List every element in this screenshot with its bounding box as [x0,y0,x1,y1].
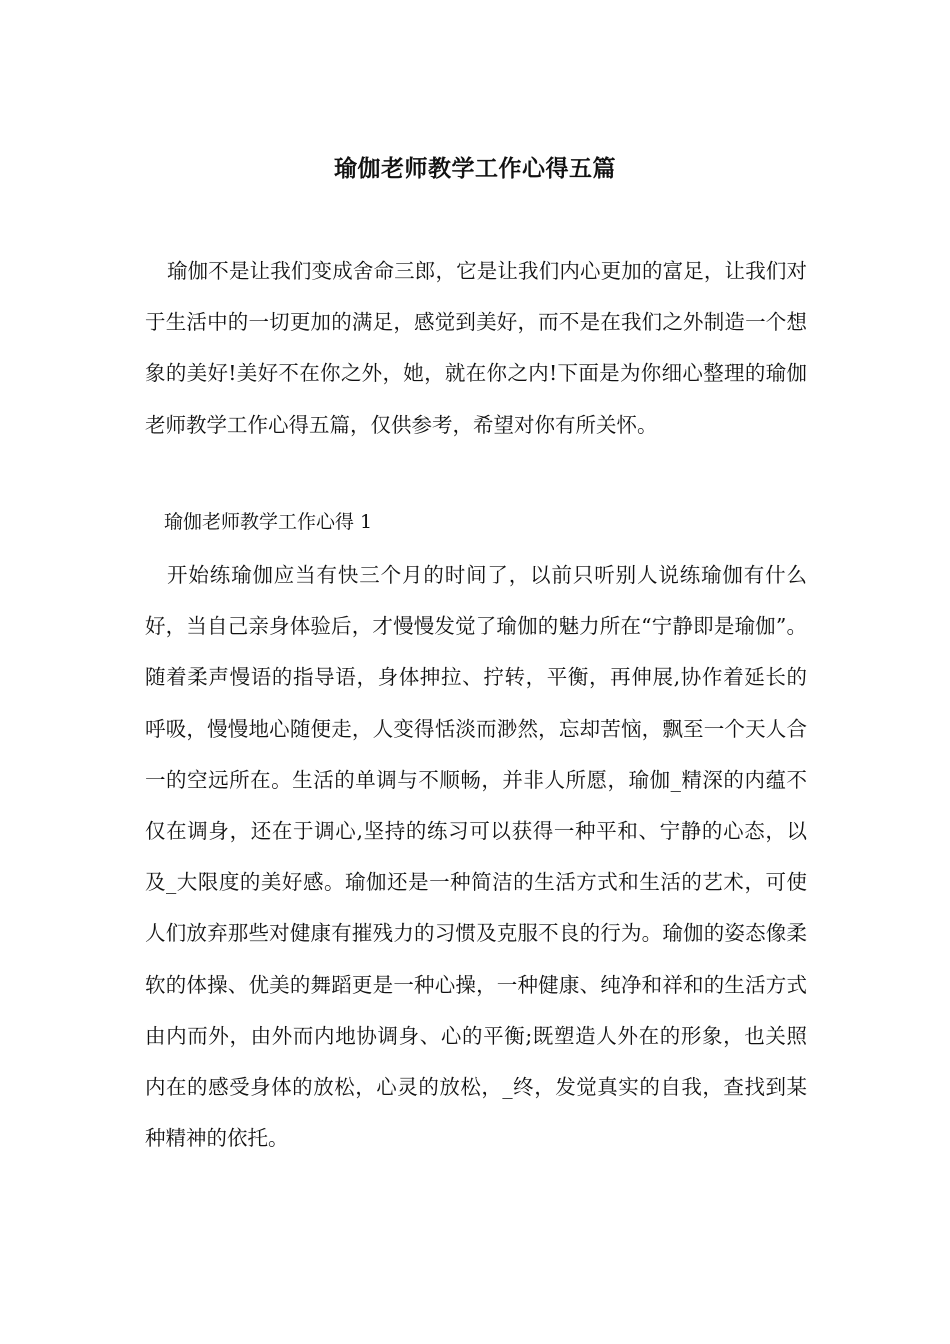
document-title: 瑜伽老师教学工作心得五篇 [334,156,616,182]
intro-paragraph: 瑜伽不是让我们变成舍命三郎，它是让我们内心更加的富足，让我们对于生活中的一切更加的满足，感觉到美好，而不是在我们之外制造一个想象的美好!美好不在你之外，她，就在你之内!下面是为你细心整理的瑜伽老师教学工作心得五篇，仅供参考，希望对你有所关怀。 [145,259,807,437]
section-heading: 瑜伽老师教学工作心得 1 [164,511,373,533]
section-paragraph: 开始练瑜伽应当有快三个月的时间了，以前只听别人说练瑜伽有什么好，当自己亲身体验后，才慢慢发觉了瑜伽的魅力所在“宁静即是瑜伽”。随着柔声慢语的指导语，身体抻拉、拧转，平衡，再伸展,协作着延长的呼吸，慢慢地心随便走，人变得恬淡而渺然，忘却苦恼，飘至一个天人合一的空远所在。生活的单调与不顺畅，并非人所愿，瑜伽_精深的内蕴不仅在调身，还在于调心,坚持的练习可以获得一种平和、宁静的心态，以及_大限度的美好感。瑜伽还是一种简洁的生活方式和生活的艺术，可使人们放弃那些对健康有摧残力的习惯及克服不良的行为。瑜伽的姿态像柔软的体操、优美的舞蹈更是一种心操，一种健康、纯净和祥和的生活方式由内而外，由外而内地协调身、心的平衡;既塑造人外在的形象，也关照内在的感受身体的放松，心灵的放松，_终，发觉真实的自我，查找到某种精神的依托。 [145,563,807,1151]
